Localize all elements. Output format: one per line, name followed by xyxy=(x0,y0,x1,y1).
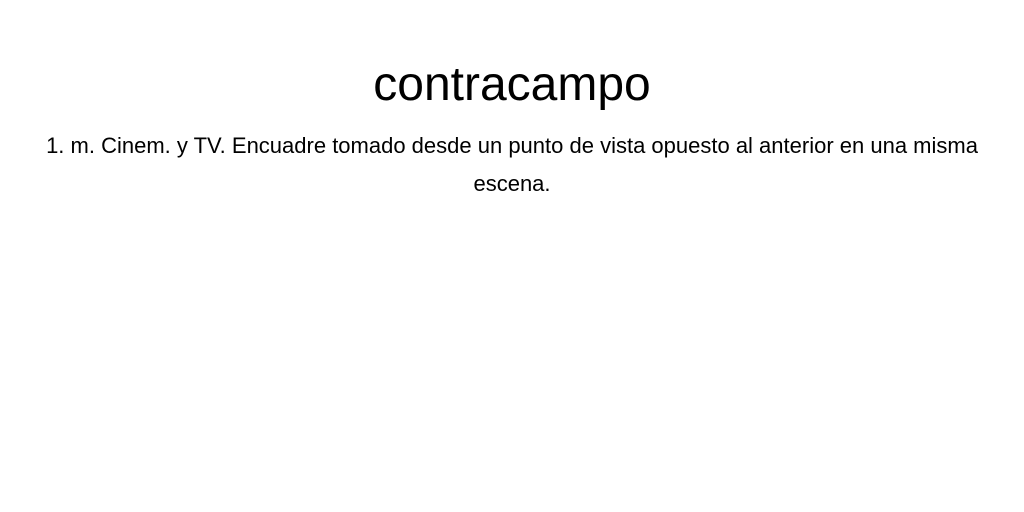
definition-text: 1. m. Cinem. y TV. Encuadre tomado desde un punto de vista opuesto al anterior en una misma escena. xyxy=(46,133,978,196)
headword: contracampo xyxy=(373,58,651,111)
